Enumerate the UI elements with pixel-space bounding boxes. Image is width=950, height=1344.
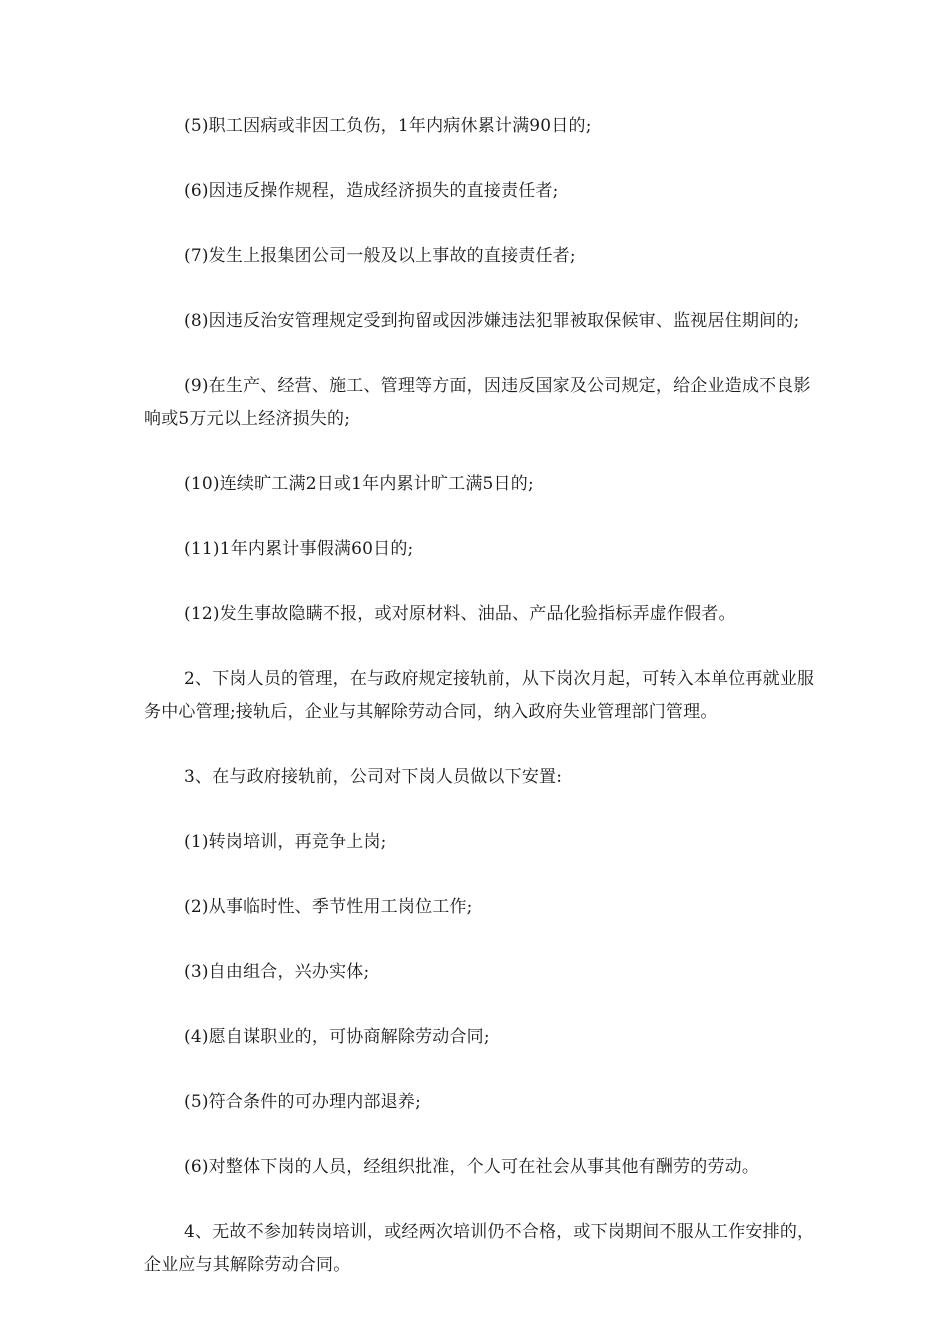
paragraph-item-5-illness: (5)职工因病或非因工负伤，1年内病休累计满90日的; <box>184 116 592 136</box>
paragraph-item-6-operation-violation: (6)因违反操作规程，造成经济损失的直接责任者; <box>184 181 559 201</box>
paragraph-placement-5-internal-retirement: (5)符合条件的可办理内部退养; <box>184 1092 422 1112</box>
paragraph-placement-3-enterprise: (3)自由组合，兴办实体; <box>184 962 370 982</box>
paragraph-item-7-accident: (7)发生上报集团公司一般及以上事故的直接责任者; <box>184 246 576 266</box>
paragraph-section-4-termination: 4、无故不参加转岗培训，或经两次培训仍不合格，或下岗期间不服从工作安排的，企业应与其解除劳动合同。 <box>144 1222 815 1275</box>
paragraph-placement-6-social-work: (6)对整体下岗的人员，经组织批准，个人可在社会从事其他有酬劳的劳动。 <box>184 1157 760 1177</box>
paragraph-section-2-management: 2、下岗人员的管理，在与政府规定接轨前，从下岗次月起，可转入本单位再就业服务中心管理;接轨后，企业与其解除劳动合同，纳入政府失业管理部门管理。 <box>144 669 815 722</box>
paragraph-placement-1-training: (1)转岗培训，再竞争上岗; <box>184 832 387 852</box>
paragraph-placement-4-self-employment: (4)愿自谋职业的，可协商解除劳动合同; <box>184 1027 490 1047</box>
paragraph-item-11-personal-leave: (11)1年内累计事假满60日的; <box>184 539 414 559</box>
paragraph-section-3-placement: 3、在与政府接轨前，公司对下岗人员做以下安置: <box>184 767 563 787</box>
paragraph-item-12-concealment: (12)发生事故隐瞒不报，或对原材料、油品、产品化验指标弄虚作假者。 <box>184 604 736 624</box>
document-page <box>144 110 816 1314</box>
paragraph-item-9-economic-loss: (9)在生产、经营、施工、管理等方面，因违反国家及公司规定，给企业造成不良影响或5万元以上经济损失的; <box>144 376 811 429</box>
paragraph-item-8-detention: (8)因违反治安管理规定受到拘留或因涉嫌违法犯罪被取保候审、监视居住期间的; <box>184 311 800 331</box>
paragraph-placement-2-temporary-work: (2)从事临时性、季节性用工岗位工作; <box>184 897 473 917</box>
paragraph-item-10-absenteeism: (10)连续旷工满2日或1年内累计旷工满5日的; <box>184 474 534 494</box>
